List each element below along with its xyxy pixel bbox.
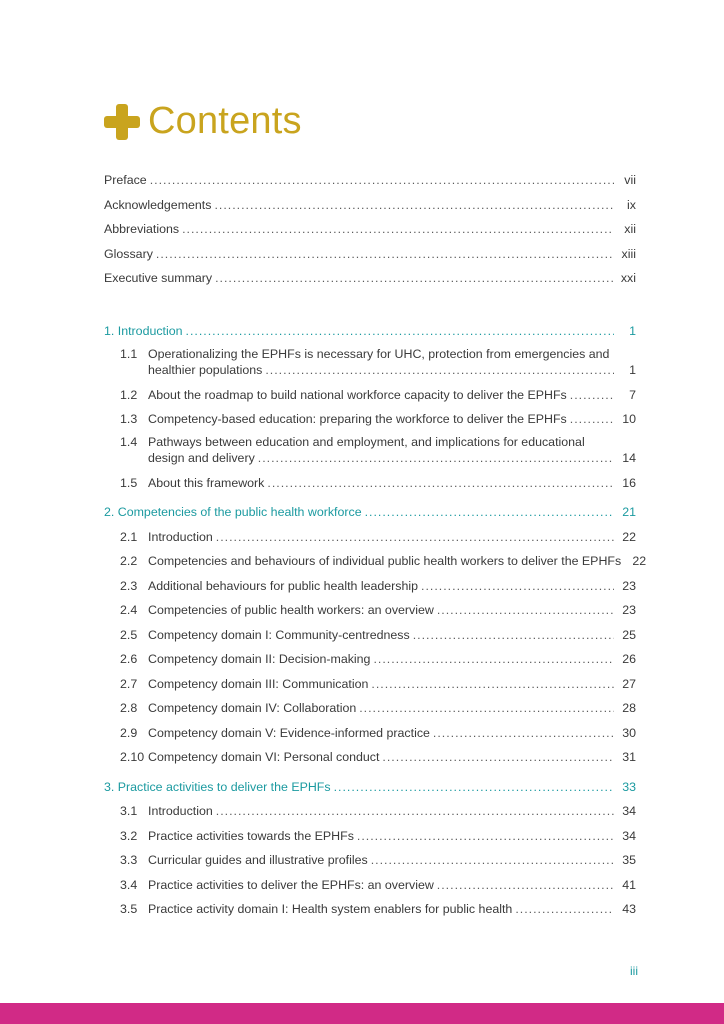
toc-label: Competency domain II: Decision-making xyxy=(148,652,371,667)
toc-section-2-4[interactable] xyxy=(104,594,636,619)
toc-page: 34 xyxy=(622,828,636,843)
toc-label: Practice activity domain I: Health system enablers for public health xyxy=(148,902,513,917)
toc-section-1-5[interactable] xyxy=(104,466,636,491)
toc-section-num: 3.3 xyxy=(120,853,138,868)
toc-page: 16 xyxy=(622,475,636,490)
toc-page: 10 xyxy=(622,412,636,427)
leader-dots xyxy=(365,505,614,520)
leader-dots xyxy=(156,247,614,262)
toc-page: xxi xyxy=(620,270,636,285)
toc-label: Introduction xyxy=(148,529,213,544)
toc-label: Executive summary xyxy=(104,270,213,285)
toc-page: xii xyxy=(624,222,636,237)
toc-label: Introduction xyxy=(148,804,213,819)
toc-section-2-5[interactable] xyxy=(104,618,636,643)
toc-page: 7 xyxy=(629,387,636,402)
leader-dots xyxy=(413,628,614,643)
leader-dots xyxy=(258,451,614,466)
toc-section-num: 2.8 xyxy=(120,701,138,716)
toc-label: Competency-based education: preparing the workforce to deliver the EPHFs xyxy=(148,412,567,427)
toc-label: Competencies and behaviours of individual public health workers to deliver the EPHFs xyxy=(148,554,622,569)
toc-section-num: 1.2 xyxy=(120,387,138,402)
leader-dots xyxy=(334,780,614,795)
leader-dots xyxy=(267,476,614,491)
toc-section-2-8[interactable] xyxy=(104,692,636,717)
title-text: Contents xyxy=(148,100,302,142)
toc-page: 34 xyxy=(622,804,636,819)
toc-section-num: 1.1 xyxy=(120,347,138,362)
toc-section-num: 2.4 xyxy=(120,603,138,618)
leader-dots xyxy=(371,853,614,868)
toc-label: Competency domain III: Communication xyxy=(148,676,369,691)
toc-label: Curricular guides and illustrative profiles xyxy=(148,853,368,868)
leader-dots xyxy=(215,271,614,286)
leader-dots xyxy=(265,363,614,378)
toc-label: Glossary xyxy=(104,246,153,261)
toc-section-2-6[interactable] xyxy=(104,643,636,668)
toc-section-num: 2.2 xyxy=(120,554,138,569)
toc-section-num: 3.2 xyxy=(120,828,138,843)
toc-entry-preface[interactable] xyxy=(104,164,636,188)
toc-entry-acknowledgements[interactable] xyxy=(104,188,636,212)
toc-page: 41 xyxy=(622,877,636,892)
toc-page: 26 xyxy=(622,652,636,667)
leader-dots xyxy=(437,878,614,893)
toc-section-2-10[interactable] xyxy=(104,741,636,766)
toc-label: 3. Practice activities to deliver the EPHFs xyxy=(104,779,331,794)
toc-label: Pathways between education and employment, and implications for educational xyxy=(148,435,585,450)
toc-page: 23 xyxy=(622,578,636,593)
toc-section-3-4[interactable] xyxy=(104,868,636,893)
leader-dots xyxy=(359,701,614,716)
leader-dots xyxy=(373,652,614,667)
toc-page: 30 xyxy=(622,725,636,740)
toc-section-1-3[interactable] xyxy=(104,403,636,428)
toc-page: 1 xyxy=(629,363,636,378)
toc-page: vii xyxy=(624,173,636,188)
leader-dots xyxy=(357,829,614,844)
toc-page: 31 xyxy=(622,750,636,765)
toc-label: 1. Introduction xyxy=(104,324,183,339)
toc-section-2-2[interactable] xyxy=(104,545,647,570)
toc-section-1-1[interactable] xyxy=(104,339,636,378)
toc-section-2-7[interactable] xyxy=(104,667,636,692)
toc-section-num: 2.3 xyxy=(120,578,138,593)
toc-label: Additional behaviours for public health leadership xyxy=(148,578,419,593)
toc-page: 22 xyxy=(632,554,647,569)
toc-section-num: 2.10 xyxy=(120,750,145,765)
toc-section-1-4[interactable] xyxy=(104,427,636,466)
toc-page: 27 xyxy=(622,676,636,691)
toc-label: About this framework xyxy=(148,475,265,490)
footer-color-bar xyxy=(0,1003,724,1024)
toc-section-num: 1.3 xyxy=(120,412,138,427)
toc-section-3-2[interactable] xyxy=(104,819,636,844)
toc-label: Operationalizing the EPHFs is necessary for UHC, protection from emergencies and xyxy=(148,347,610,362)
toc-label: Competency domain V: Evidence-informed practice xyxy=(148,725,430,740)
toc-section-3-3[interactable] xyxy=(104,844,636,869)
toc-section-num: 3.1 xyxy=(120,804,138,819)
toc-section-num: 2.7 xyxy=(120,676,138,691)
toc-page: xiii xyxy=(621,246,636,261)
leader-dots xyxy=(437,603,614,618)
leader-dots xyxy=(570,388,614,403)
toc-section-2-1[interactable] xyxy=(104,520,636,545)
leader-dots xyxy=(182,222,614,237)
toc-chapter-3[interactable] xyxy=(104,770,636,795)
toc-label-cont: healthier populations xyxy=(148,363,263,378)
page-title xyxy=(104,100,302,143)
toc-section-num: 3.4 xyxy=(120,877,138,892)
toc-label: Practice activities to deliver the EPHFs: an overview xyxy=(148,877,434,892)
toc-entry-glossary[interactable] xyxy=(104,237,636,261)
toc-label: Competency domain IV: Collaboration xyxy=(148,701,357,716)
toc-page: 33 xyxy=(622,779,636,794)
toc-page: 21 xyxy=(622,505,636,520)
toc-label: Abbreviations xyxy=(104,222,180,237)
toc-label: 2. Competencies of the public health workforce xyxy=(104,505,362,520)
toc-label-cont: design and delivery xyxy=(148,451,255,466)
toc-page: 43 xyxy=(622,902,636,917)
page-number: iii xyxy=(630,964,638,978)
toc-label: About the roadmap to build national workforce capacity to deliver the EPHFs xyxy=(148,387,567,402)
leader-dots xyxy=(150,173,614,188)
toc-page: 25 xyxy=(622,627,636,642)
toc-section-3-1[interactable] xyxy=(104,795,636,820)
toc-page: ix xyxy=(627,197,636,212)
toc-label: Acknowledgements xyxy=(104,197,212,212)
toc-section-num: 1.5 xyxy=(120,475,138,490)
leader-dots xyxy=(186,324,614,339)
toc-section-num: 1.4 xyxy=(120,435,138,450)
toc-chapter-2[interactable] xyxy=(104,496,636,521)
toc-page: 28 xyxy=(622,701,636,716)
table-of-contents xyxy=(104,164,647,917)
toc-page: 35 xyxy=(622,853,636,868)
toc-label: Practice activities towards the EPHFs xyxy=(148,828,354,843)
leader-dots xyxy=(433,726,614,741)
toc-label: Competency domain VI: Personal conduct xyxy=(148,750,380,765)
plus-icon xyxy=(104,104,140,140)
toc-section-num: 2.5 xyxy=(120,627,138,642)
leader-dots xyxy=(382,750,614,765)
toc-page: 22 xyxy=(622,529,636,544)
toc-entry-executive-summary[interactable] xyxy=(104,262,636,286)
toc-chapter-1[interactable] xyxy=(104,315,636,340)
toc-label: Preface xyxy=(104,173,147,188)
toc-page: 1 xyxy=(629,324,636,339)
toc-label: Competencies of public health workers: an overview xyxy=(148,603,434,618)
toc-entry-abbreviations[interactable] xyxy=(104,213,636,237)
toc-page: 23 xyxy=(622,603,636,618)
toc-section-1-2[interactable] xyxy=(104,378,636,403)
toc-section-num: 3.5 xyxy=(120,902,138,917)
leader-dots xyxy=(371,677,614,692)
leader-dots xyxy=(570,412,614,427)
toc-section-2-3[interactable] xyxy=(104,569,636,594)
toc-section-2-9[interactable] xyxy=(104,716,636,741)
leader-dots xyxy=(214,198,614,213)
leader-dots xyxy=(421,579,614,594)
leader-dots xyxy=(216,804,614,819)
toc-label: Competency domain I: Community-centredness xyxy=(148,627,410,642)
toc-section-num: 2.6 xyxy=(120,652,138,667)
toc-section-num: 2.9 xyxy=(120,725,138,740)
leader-dots xyxy=(216,530,614,545)
toc-section-num: 2.1 xyxy=(120,529,138,544)
leader-dots xyxy=(515,902,614,917)
toc-section-3-5[interactable] xyxy=(104,893,636,918)
toc-page: 14 xyxy=(622,451,636,466)
